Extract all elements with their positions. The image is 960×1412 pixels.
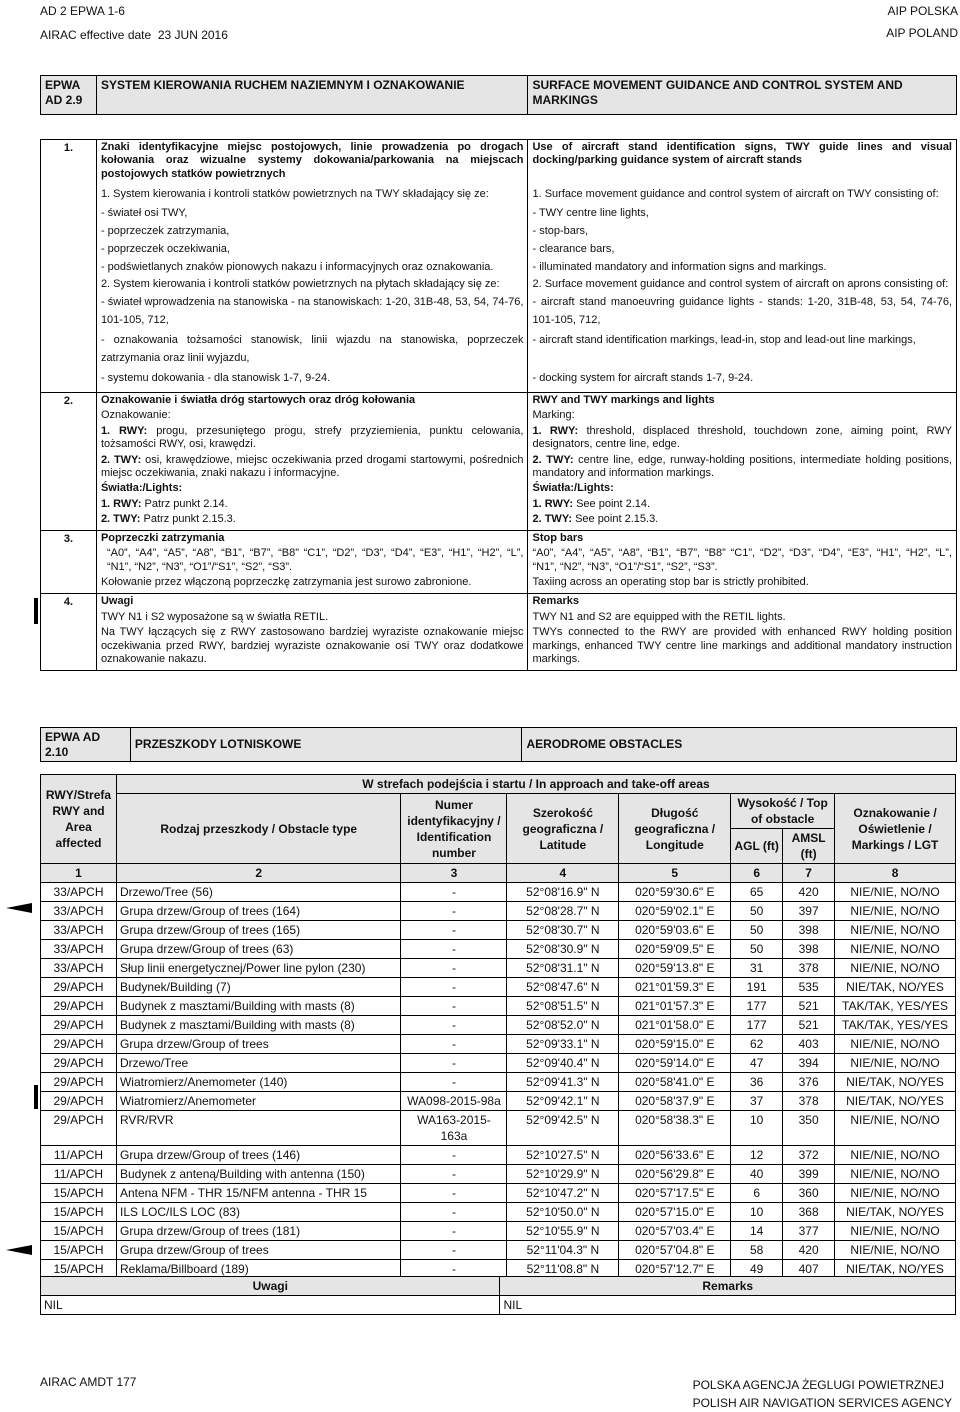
cell-amsl: 377 — [783, 1222, 835, 1241]
item-heading-en: Use of aircraft stand identification signs, TWY guide lines and visual docking/parking guidance system of aircraft stands — [528, 140, 957, 183]
cell-lon: 021°01'59.3" E — [619, 978, 731, 997]
airac-effective — [40, 26, 228, 44]
remark-en: TWYs connected to the RWY are provided with enhanced RWY holding position markings, enhanced TWY centre line markings and additional mandatory instruction markings. — [528, 625, 957, 671]
cell-rwy: 29/APCH — [41, 1016, 117, 1035]
cell-marking: NIE/NIE, NO/NO — [835, 883, 956, 902]
cell-amsl: 372 — [783, 1146, 835, 1165]
cell-lon: 020°58'38.3" E — [619, 1111, 731, 1146]
table-row — [41, 1073, 956, 1092]
cell-id: - — [401, 902, 507, 921]
col-height-header: Wysokość / Top of obstacle — [731, 794, 835, 829]
obstacles-table — [40, 774, 956, 1279]
list-item: - świateł osi TWY, — [100, 206, 188, 219]
cell-amsl: 397 — [783, 902, 835, 921]
cell-id: WA163-2015-163a — [401, 1111, 507, 1146]
col-agl-header: AGL (ft) — [731, 829, 783, 864]
cell-agl: 191 — [731, 978, 783, 997]
cell-lat: 52°09'40.4" N — [507, 1054, 619, 1073]
cell-id: - — [401, 1073, 507, 1092]
cell-rwy: 11/APCH — [41, 1146, 117, 1165]
remarks-value-en: NIL — [500, 1296, 956, 1315]
airac-amendment: AIRAC AMDT 177 — [40, 1375, 137, 1389]
cell-lon: 020°59'02.1" E — [619, 902, 731, 921]
cell-lat: 52°10'55.9" N — [507, 1222, 619, 1241]
cell-type: RVR/RVR — [116, 1111, 401, 1146]
lights-twy-pl — [96, 512, 528, 530]
stop-bar-list-en: “A0”, “A4”, “A5”, “A8”, “B1”, “B7”, “B8” “C1”, “D2”, “D3”, “D4”, “E3”, “H1”, “H2”, “L”, “N1”, “N2”, “N3”, “O1”/“S1”, “S2”, “S3”. — [528, 546, 957, 575]
twy-label: 2. TWY: — [100, 453, 142, 466]
cell-rwy: 29/APCH — [41, 1054, 117, 1073]
cell-agl: 40 — [731, 1165, 783, 1184]
table-row — [41, 883, 956, 902]
table-row — [41, 1184, 956, 1203]
cell-lat: 52°10'50.0" N — [507, 1203, 619, 1222]
rwy-text: threshold, displaced threshold, touchdown zone, aiming point, RWY designators, centre line, edge. — [532, 424, 952, 451]
cell-id: - — [401, 1222, 507, 1241]
cell-marking: NIE/TAK, NO/YES — [835, 1203, 956, 1222]
item-heading-pl: Uwagi — [96, 594, 528, 610]
cell-agl: 12 — [731, 1146, 783, 1165]
table-row — [41, 1111, 956, 1146]
cell-type: Grupa drzew/Group of trees (181) — [116, 1222, 401, 1241]
cell-amsl: 378 — [783, 959, 835, 978]
column-number: 3 — [401, 864, 507, 883]
cell-lat: 52°10'47.2" N — [507, 1184, 619, 1203]
cell-rwy: 15/APCH — [41, 1222, 117, 1241]
paragraph-en: 2. Surface movement guidance and control system of aircraft on aprons consisting of: — [528, 277, 957, 292]
cell-agl: 177 — [731, 997, 783, 1016]
cell-id: - — [401, 959, 507, 978]
section-2-10 — [40, 727, 957, 762]
cell-marking: NIE/NIE, NO/NO — [835, 940, 956, 959]
cell-id: - — [401, 940, 507, 959]
cell-marking: NIE/NIE, NO/NO — [835, 1111, 956, 1146]
cell-rwy: 29/APCH — [41, 1092, 117, 1111]
cell-amsl: 535 — [783, 978, 835, 997]
cell-rwy: 29/APCH — [41, 1035, 117, 1054]
cell-lat: 52°08'31.1" N — [507, 959, 619, 978]
section-title-en: AERODROME OBSTACLES — [522, 728, 957, 762]
cell-lon: 021°01'58.0" E — [619, 1016, 731, 1035]
column-number: 4 — [507, 864, 619, 883]
section-title-en: SURFACE MOVEMENT GUIDANCE AND CONTROL SYSTEM AND MARKINGS — [528, 76, 957, 115]
col-amsl-header: AMSL (ft) — [783, 829, 835, 864]
twy-label: 2. TWY: — [532, 453, 574, 466]
item-heading-en: Remarks — [528, 594, 957, 610]
cell-id: - — [401, 921, 507, 940]
rwy-text: progu, przesuniętego progu, strefy przyziemienia, punktu celowania, tożsamości RWY, osi, krawędzi. — [100, 424, 524, 451]
lights-twy-en — [528, 512, 957, 530]
cell-lon: 020°59'03.6" E — [619, 921, 731, 940]
cell-lon: 020°56'29.8" E — [619, 1165, 731, 1184]
cell-lat: 52°09'33.1" N — [507, 1035, 619, 1054]
section-title-pl: PRZESZKODY LOTNISKOWE — [130, 728, 522, 762]
lights-label-pl: Światła:/Lights: — [96, 481, 528, 496]
column-number-row — [41, 864, 956, 883]
cell-amsl: 407 — [783, 1260, 835, 1279]
cell-lat: 52°11'08.8" N — [507, 1260, 619, 1279]
agency-block — [693, 1376, 952, 1412]
airac-label: AIRAC effective date — [40, 28, 152, 42]
cell-type: Grupa drzew/Group of trees (146) — [116, 1146, 401, 1165]
cell-amsl: 521 — [783, 997, 835, 1016]
cell-agl: 36 — [731, 1073, 783, 1092]
lights-rwy-text: See point 2.14. — [576, 497, 651, 510]
paragraph-pl: 1. System kierowania i kontroli statków powietrznych na TWY składający się ze: — [96, 182, 528, 202]
cell-rwy: 33/APCH — [41, 959, 117, 978]
section-2-9 — [40, 75, 957, 115]
cell-lon: 020°58'41.0" E — [619, 1073, 731, 1092]
cell-marking: NIE/NIE, NO/NO — [835, 1146, 956, 1165]
publication-name: AIP POLSKA — [887, 4, 958, 18]
cell-id: - — [401, 1054, 507, 1073]
cell-rwy: 11/APCH — [41, 1165, 117, 1184]
cell-lon: 020°57'04.8" E — [619, 1241, 731, 1260]
rwy-label: 1. RWY: — [100, 424, 148, 437]
cell-rwy: 15/APCH — [41, 1241, 117, 1260]
table-row — [41, 1016, 956, 1035]
cell-agl: 37 — [731, 1092, 783, 1111]
cell-rwy: 15/APCH — [41, 1203, 117, 1222]
cell-id: - — [401, 978, 507, 997]
cell-id: - — [401, 1203, 507, 1222]
cell-agl: 58 — [731, 1241, 783, 1260]
cell-type: Budynek z masztami/Building with masts (8) — [116, 1016, 401, 1035]
cell-amsl: 403 — [783, 1035, 835, 1054]
cell-agl: 6 — [731, 1184, 783, 1203]
list-item: - TWY centre line lights, — [532, 206, 649, 219]
cell-marking: NIE/NIE, NO/NO — [835, 921, 956, 940]
section-id: EPWA AD 2.10 — [41, 728, 131, 762]
lights-label-en: Światła:/Lights: — [528, 481, 957, 496]
lights-rwy-pl — [96, 497, 528, 512]
col-marking-header: Oznakowanie / Oświetlenie / Markings / LGT — [835, 794, 956, 864]
cell-agl: 14 — [731, 1222, 783, 1241]
cell-lat: 52°08'30.9" N — [507, 940, 619, 959]
list-item-en: - docking system for aircraft stands 1-7, 9-24. — [528, 368, 957, 388]
change-arrow-icon — [6, 1245, 32, 1255]
cell-agl: 49 — [731, 1260, 783, 1279]
table-row — [41, 1241, 956, 1260]
cell-type: Grupa drzew/Group of trees — [116, 1241, 401, 1260]
stop-bar-note-en: Taxiing across an operating stop bar is strictly prohibited. — [528, 575, 957, 594]
table-row — [41, 1222, 956, 1241]
item-number: 4. — [41, 594, 97, 671]
cell-amsl: 394 — [783, 1054, 835, 1073]
cell-lat: 52°08'28.7" N — [507, 902, 619, 921]
cell-lon: 020°59'15.0" E — [619, 1035, 731, 1054]
list-item-en: - aircraft stand manoeuvring guidance lights - stands: 1-20, 31B-48, 53, 54, 74-76, 101-105, 712, — [528, 292, 957, 330]
cell-marking: TAK/TAK, YES/YES — [835, 1016, 956, 1035]
cell-id: - — [401, 883, 507, 902]
cell-id: - — [401, 1184, 507, 1203]
item-heading-pl: Znaki identyfikacyjne miejsc postojowych, linie prowadzenia po drogach kołowania oraz wizualne systemy dokowania/parkowania na miejscach postojowych statków powietrznych — [96, 140, 528, 183]
cell-amsl: 398 — [783, 921, 835, 940]
cell-id: - — [401, 1016, 507, 1035]
list-item: - clearance bars, — [532, 242, 615, 255]
cell-lat: 52°11'04.3" N — [507, 1241, 619, 1260]
table-row — [41, 1203, 956, 1222]
list-item: - poprzeczek oczekiwania, — [100, 242, 230, 255]
cell-type: Reklama/Billboard (189) — [116, 1260, 401, 1279]
list-item: - stop-bars, — [532, 224, 589, 237]
list-en — [528, 203, 957, 277]
rwy-label: 1. RWY: — [532, 497, 574, 510]
cell-lat: 52°08'52.0" N — [507, 1016, 619, 1035]
lights-rwy-text: Patrz punkt 2.14. — [144, 497, 228, 510]
cell-marking: NIE/NIE, NO/NO — [835, 1222, 956, 1241]
publication-name-en: AIP POLAND — [886, 26, 958, 40]
col-rwy-header: RWY/Strefa RWY and Area affected — [41, 775, 117, 864]
remarks-value-pl: NIL — [41, 1296, 500, 1315]
table-row — [41, 959, 956, 978]
item-heading-pl: Poprzeczki zatrzymania — [96, 530, 528, 546]
list-item: - podświetlanych znaków pionowych nakazu i informacyjnych oraz oznakowania. — [100, 260, 494, 273]
cell-id: - — [401, 1146, 507, 1165]
cell-marking: NIE/NIE, NO/NO — [835, 1035, 956, 1054]
cell-lon: 020°57'12.7" E — [619, 1260, 731, 1279]
document-id: AD 2 EPWA 1-6 — [40, 4, 125, 18]
lights-twy-text: Patrz punkt 2.15.3. — [143, 513, 236, 526]
cell-id: - — [401, 1260, 507, 1279]
cell-rwy: 33/APCH — [41, 883, 117, 902]
paragraph-en: 1. Surface movement guidance and control system of aircraft on TWY consisting of: — [528, 182, 957, 202]
cell-type: Drzewo/Tree — [116, 1054, 401, 1073]
cell-agl: 62 — [731, 1035, 783, 1054]
list-item-pl: - świateł wprowadzenia na stanowiska - na stanowiskach: 1-20, 31B-48, 53, 54, 74-76, 101-105, 712, — [96, 292, 528, 330]
cell-id: - — [401, 1165, 507, 1184]
item-number: 2. — [41, 393, 97, 531]
cell-lon: 020°57'17.5" E — [619, 1184, 731, 1203]
cell-agl: 47 — [731, 1054, 783, 1073]
cell-amsl: 420 — [783, 883, 835, 902]
airac-date: 23 JUN 2016 — [157, 28, 228, 42]
cell-marking: NIE/TAK, NO/YES — [835, 1260, 956, 1279]
cell-marking: NIE/NIE, NO/NO — [835, 1054, 956, 1073]
group-header: W strefach podejścia i startu / In approach and take-off areas — [116, 775, 955, 794]
cell-marking: NIE/NIE, NO/NO — [835, 902, 956, 921]
cell-agl: 177 — [731, 1016, 783, 1035]
cell-rwy: 15/APCH — [41, 1260, 117, 1279]
table-row — [41, 978, 956, 997]
list-item-pl: - systemu dokowania - dla stanowisk 1-7, 9-24. — [96, 368, 528, 388]
item-number: 1. — [41, 140, 97, 393]
paragraph-pl: 2. System kierowania i kontroli statków powietrznych na płytach składający się ze: — [96, 277, 528, 292]
cell-id: - — [401, 997, 507, 1016]
table-row — [41, 1054, 956, 1073]
column-number: 8 — [835, 864, 956, 883]
cell-lon: 021°01'57.3" E — [619, 997, 731, 1016]
cell-amsl: 378 — [783, 1092, 835, 1111]
cell-lon: 020°59'14.0" E — [619, 1054, 731, 1073]
cell-type: Wiatromierz/Anemometer (140) — [116, 1073, 401, 1092]
section-title-pl: SYSTEM KIEROWANIA RUCHEM NAZIEMNYM I OZNAKOWANIE — [96, 76, 528, 115]
change-arrow-icon — [6, 903, 32, 913]
column-number: 6 — [731, 864, 783, 883]
cell-lon: 020°58'37.9" E — [619, 1092, 731, 1111]
list-item: - illuminated mandatory and information signs and markings. — [532, 260, 827, 273]
cell-marking: NIE/TAK, NO/YES — [835, 978, 956, 997]
twy-text: osi, krawędziowe, miejsc oczekiwania przed drogami startowymi, pośrednich miejsc oczekiwania, znaki nakazu i informacyjne. — [100, 453, 524, 480]
subheading-en: Marking: — [528, 408, 957, 423]
cell-agl: 10 — [731, 1203, 783, 1222]
cell-lat: 52°08'30.7" N — [507, 921, 619, 940]
cell-id: - — [401, 1241, 507, 1260]
list-item-en: - aircraft stand identification markings, lead-in, stop and lead-out line markings, — [528, 330, 957, 368]
twy-marking-en — [528, 453, 957, 482]
cell-marking: NIE/NIE, NO/NO — [835, 1241, 956, 1260]
cell-type: Budynek z anteną/Building with antenna (150) — [116, 1165, 401, 1184]
cell-marking: NIE/TAK, NO/YES — [835, 1092, 956, 1111]
list-pl — [96, 203, 528, 277]
column-number: 5 — [619, 864, 731, 883]
cell-lat: 52°10'29.9" N — [507, 1165, 619, 1184]
cell-lat: 52°08'51.5" N — [507, 997, 619, 1016]
rwy-label: 1. RWY: — [100, 497, 142, 510]
cell-agl: 65 — [731, 883, 783, 902]
twy-marking-pl — [96, 453, 528, 482]
rwy-label: 1. RWY: — [532, 424, 579, 437]
cell-agl: 50 — [731, 921, 783, 940]
cell-rwy: 33/APCH — [41, 921, 117, 940]
cell-lon: 020°59'09.5" E — [619, 940, 731, 959]
cell-type: Grupa drzew/Group of trees (164) — [116, 902, 401, 921]
remark-pl: Na TWY łączących się z RWY zastosowano bardziej wyraziste oznakowanie miejsc oczekiwania przed RWY, bardziej wyraziste oznakowanie osi TWY oraz dodatkowe oznakowanie nakazu. — [96, 625, 528, 671]
twy-label: 2. TWY: — [100, 513, 141, 526]
cell-lat: 52°08'47.6" N — [507, 978, 619, 997]
cell-amsl: 398 — [783, 940, 835, 959]
cell-marking: NIE/TAK, NO/YES — [835, 1073, 956, 1092]
table-row — [41, 1035, 956, 1054]
table-row — [41, 1146, 956, 1165]
agency-name-pl: POLSKA AGENCJA ŻEGLUGI POWIETRZNEJ — [692, 1378, 944, 1392]
cell-agl: 50 — [731, 940, 783, 959]
list-item: - poprzeczek zatrzymania, — [100, 224, 230, 237]
col-lat-header: Szerokość geograficzna / Latitude — [507, 794, 619, 864]
stop-bar-list-pl: “A0”, “A4”, “A5”, “A8”, “B1”, “B7”, “B8” “C1”, “D2”, “D3”, “D4”, “E3”, “H1”, “H2”, “L”, “N1”, “N2”, “N3”, “O1”/“S1”, “S2”, “S3”. — [96, 546, 528, 575]
rwy-marking-pl — [96, 424, 528, 453]
cell-lat: 52°08'16.9" N — [507, 883, 619, 902]
cell-amsl: 368 — [783, 1203, 835, 1222]
cell-amsl: 350 — [783, 1111, 835, 1146]
item-heading-en: RWY and TWY markings and lights — [528, 393, 957, 409]
cell-type: Grupa drzew/Group of trees — [116, 1035, 401, 1054]
cell-rwy: 29/APCH — [41, 1111, 117, 1146]
agency-name-en: POLISH AIR NAVIGATION SERVICES AGENCY — [692, 1396, 952, 1410]
cell-type: Budynek/Building (7) — [116, 978, 401, 997]
table-row — [41, 902, 956, 921]
table-row — [41, 1092, 956, 1111]
item-heading-pl: Oznakowanie i światła dróg startowych oraz dróg kołowania — [96, 393, 528, 409]
cell-rwy: 33/APCH — [41, 940, 117, 959]
change-bar — [34, 1085, 38, 1109]
cell-type: Drzewo/Tree (56) — [116, 883, 401, 902]
cell-amsl: 360 — [783, 1184, 835, 1203]
cell-lon: 020°57'15.0" E — [619, 1203, 731, 1222]
column-number: 2 — [116, 864, 401, 883]
cell-amsl: 376 — [783, 1073, 835, 1092]
cell-agl: 10 — [731, 1111, 783, 1146]
cell-id: - — [401, 1035, 507, 1054]
cell-amsl: 399 — [783, 1165, 835, 1184]
item-heading-en: Stop bars — [528, 530, 957, 546]
cell-id: WA098-2015-98a — [401, 1092, 507, 1111]
cell-lat: 52°10'27.5" N — [507, 1146, 619, 1165]
remark-en: TWY N1 and S2 are equipped with the RETIL lights. — [528, 610, 957, 625]
remarks-header-pl: Uwagi — [41, 1277, 500, 1296]
obstacles-body — [41, 883, 956, 1279]
column-number: 7 — [783, 864, 835, 883]
stop-bar-note-pl: Kołowanie przez włączoną poprzeczkę zatrzymania jest surowo zabronione. — [96, 575, 528, 594]
change-bar — [34, 598, 38, 624]
cell-marking: NIE/NIE, NO/NO — [835, 1165, 956, 1184]
twy-text: centre line, edge, runway-holding positions, intermediate holding positions, mandatory and information markings. — [532, 453, 953, 480]
cell-lat: 52°09'41.3" N — [507, 1073, 619, 1092]
table-row — [41, 997, 956, 1016]
table-row — [41, 940, 956, 959]
cell-marking: NIE/NIE, NO/NO — [835, 1184, 956, 1203]
cell-amsl: 521 — [783, 1016, 835, 1035]
cell-lon: 020°59'30.6" E — [619, 883, 731, 902]
cell-rwy: 29/APCH — [41, 978, 117, 997]
cell-type: Słup linii energetycznej/Power line pylon (230) — [116, 959, 401, 978]
section-2-9-body — [40, 139, 957, 671]
cell-marking: TAK/TAK, YES/YES — [835, 997, 956, 1016]
table-row — [41, 1165, 956, 1184]
col-lon-header: Długość geograficzna / Longitude — [619, 794, 731, 864]
column-number: 1 — [41, 864, 117, 883]
cell-rwy: 29/APCH — [41, 1073, 117, 1092]
cell-agl: 50 — [731, 902, 783, 921]
item-number: 3. — [41, 530, 97, 594]
table-row — [41, 921, 956, 940]
cell-lon: 020°57'03.4" E — [619, 1222, 731, 1241]
cell-amsl: 420 — [783, 1241, 835, 1260]
lights-rwy-en — [528, 497, 957, 512]
cell-type: Wiatromierz/Anemometer — [116, 1092, 401, 1111]
cell-rwy: 15/APCH — [41, 1184, 117, 1203]
twy-label: 2. TWY: — [532, 513, 572, 526]
remarks-table — [40, 1276, 956, 1315]
cell-lat: 52°09'42.5" N — [507, 1111, 619, 1146]
cell-marking: NIE/NIE, NO/NO — [835, 959, 956, 978]
section-id: EPWA AD 2.9 — [41, 76, 97, 115]
list-item-pl: - oznakowania tożsamości stanowisk, linii wjazdu na stanowiska, poprzeczek zatrzymania oraz linii wyjazdu, — [96, 330, 528, 368]
cell-type: Grupa drzew/Group of trees (165) — [116, 921, 401, 940]
cell-rwy: 33/APCH — [41, 902, 117, 921]
col-id-header: Numer identyfikacyjny / Identification number — [401, 794, 507, 864]
remark-pl: TWY N1 i S2 wyposażone są w światła RETIL. — [96, 610, 528, 625]
cell-agl: 31 — [731, 959, 783, 978]
lights-twy-text: See point 2.15.3. — [575, 513, 659, 526]
cell-type: Budynek z masztami/Building with masts (8) — [116, 997, 401, 1016]
cell-lat: 52°09'42.1" N — [507, 1092, 619, 1111]
rwy-marking-en — [528, 424, 957, 453]
cell-type: Antena NFM - THR 15/NFM antenna - THR 15 — [116, 1184, 401, 1203]
cell-type: Grupa drzew/Group of trees (63) — [116, 940, 401, 959]
cell-type: ILS LOC/ILS LOC (83) — [116, 1203, 401, 1222]
cell-rwy: 29/APCH — [41, 997, 117, 1016]
cell-lon: 020°56'33.6" E — [619, 1146, 731, 1165]
cell-lon: 020°59'13.8" E — [619, 959, 731, 978]
remarks-header-en: Remarks — [500, 1277, 956, 1296]
col-type-header: Rodzaj przeszkody / Obstacle type — [116, 794, 401, 864]
subheading-pl: Oznakowanie: — [96, 408, 528, 423]
